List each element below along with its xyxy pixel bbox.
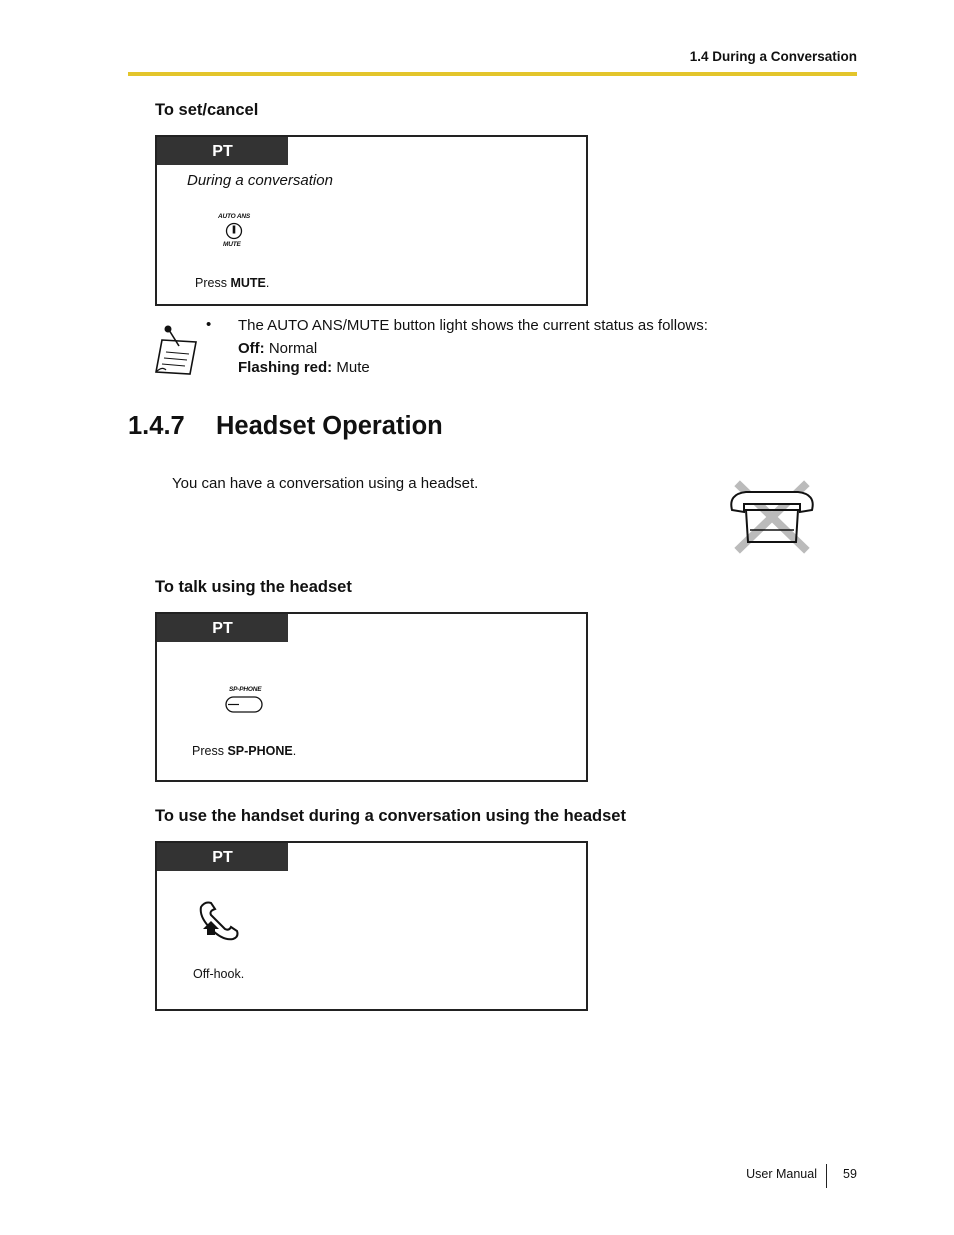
section-heading: 1.4.7 Headset Operation [128,412,443,440]
press-instruction: Press SP-PHONE. [192,744,297,758]
procedure-box-set-cancel [155,135,588,306]
button-top-label: AUTO ANS [218,213,250,220]
off-hook-handset-icon [195,899,243,941]
button-bottom-label: MUTE [223,241,241,248]
press-instruction: Press MUTE. [195,276,270,290]
mute-button-icon [213,213,255,251]
running-header: 1.4 During a Conversation [689,49,857,64]
condition-text: During a conversation [187,172,333,189]
note-off: Off: Normal [238,340,318,357]
note-bullet: • [206,316,212,333]
subheading-talk-headset: To talk using the headset [155,578,352,596]
subheading-use-handset: To use the handset during a conversation using the headset [155,807,626,825]
subheading-set-cancel: To set/cancel [155,101,259,119]
pt-tab: PT [157,843,288,871]
pt-tab: PT [157,614,288,642]
note-pad-icon [152,322,200,378]
footer-divider [826,1164,827,1188]
procedure-box-talk-headset [155,612,588,782]
pt-tab: PT [157,137,288,165]
sp-phone-button-icon [225,686,269,718]
intro-text: You can have a conversation using a headset. [172,475,479,492]
button-label: SP-PHONE [229,686,262,693]
note-text: The AUTO ANS/MUTE button light shows the current status as follows: [238,317,708,334]
note-flashing: Flashing red: Mute [238,359,370,376]
footer-label: User Manual [746,1167,817,1181]
procedure-box-use-handset [155,841,588,1011]
action-text: Off-hook. [193,967,245,981]
crossed-telephone-icon [726,480,818,554]
page-number: 59 [843,1167,857,1181]
header-rule [128,72,857,76]
